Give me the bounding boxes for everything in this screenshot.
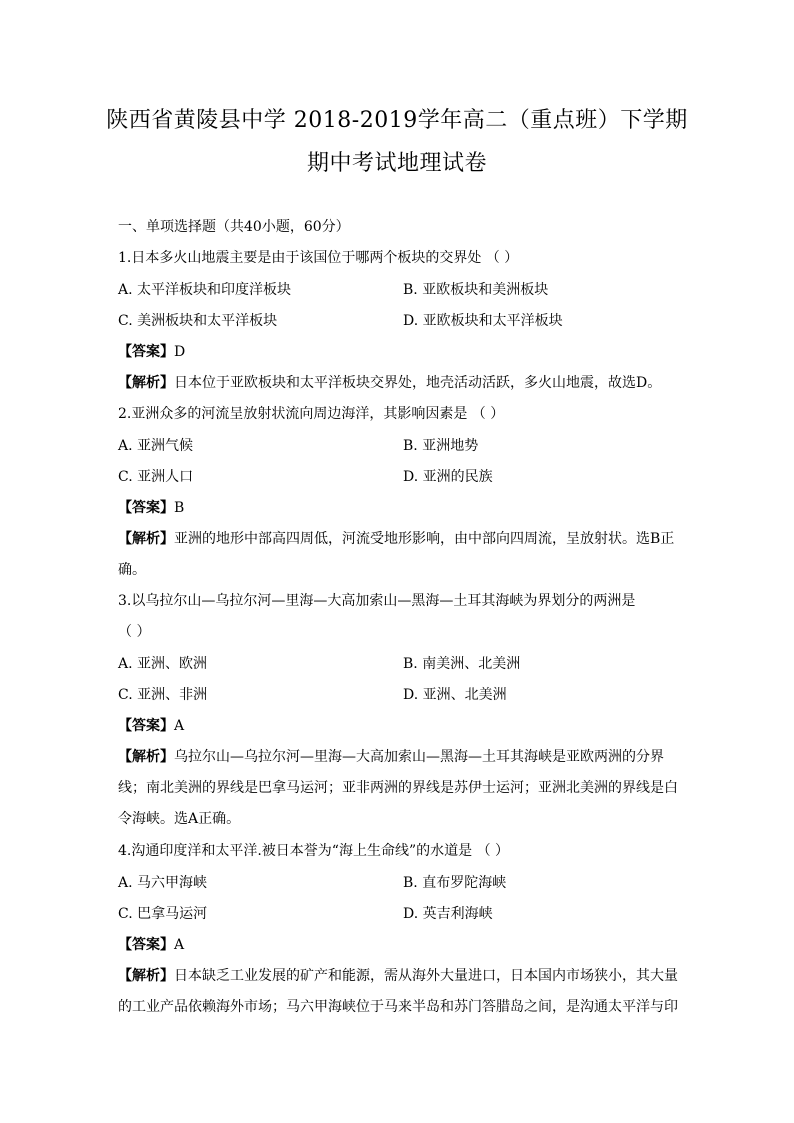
question-2-option-b: B. 亚洲地势 <box>403 438 479 454</box>
question-2-stem: 2.亚洲众多的河流呈放射状流向周边海洋，其影响因素是 （ ） <box>118 406 505 422</box>
question-3-analysis <box>118 748 678 766</box>
question-3-analysis-cont-1: 线；南北美洲的界线是巴拿马运河；亚非两洲的界线是苏伊士运河；亚洲北美洲的界线是白 <box>118 780 678 796</box>
question-3-option-c: C. 亚洲、非洲 <box>118 687 208 703</box>
question-1-option-b: B. 亚欧板块和美洲板块 <box>403 282 549 298</box>
analysis-text: 日本缺乏工业发展的矿产和能源，需从海外大量进口，日本国内市场狭小，其大量 <box>174 968 678 984</box>
question-4-option-c: C. 巴拿马运河 <box>118 906 208 922</box>
question-4-option-d: D. 英吉利海峡 <box>403 906 493 922</box>
analysis-text: 乌拉尔山—乌拉尔河—里海—大高加索山—黑海—土耳其海峡是亚欧两洲的分界 <box>174 749 664 765</box>
question-3-stem: 3.以乌拉尔山—乌拉尔河—里海—大高加索山—黑海—土耳其海峡为界划分的两洲是 <box>118 593 636 609</box>
question-4-stem: 4.沟通印度洋和太平洋.被日本誉为“海上生命线”的水道是 （ ） <box>118 843 510 859</box>
question-2-option-a: A. 亚洲气候 <box>118 438 194 454</box>
answer-value: D <box>174 344 186 360</box>
question-3-option-d: D. 亚洲、北美洲 <box>403 687 507 703</box>
answer-label: 【答案】 <box>118 344 174 360</box>
question-3-analysis-cont-2: 令海峡。选A正确。 <box>118 811 241 827</box>
question-4-analysis-cont: 的工业产品依赖海外市场；马六甲海峡位于马来半岛和苏门答腊岛之间，是沟通太平洋与印 <box>118 999 678 1015</box>
analysis-label: 【解析】 <box>118 375 174 391</box>
answer-label: 【答案】 <box>118 718 174 734</box>
section-heading: 一、单项选择题（共40小题，60分） <box>118 219 350 235</box>
question-1-option-c: C. 美洲板块和太平洋板块 <box>118 313 278 329</box>
question-1-stem: 1.日本多火山地震主要是由于该国位于哪两个板块的交界处 （ ） <box>118 250 519 266</box>
answer-value: A <box>174 937 185 953</box>
analysis-label: 【解析】 <box>118 968 174 984</box>
question-2-option-d: D. 亚洲的民族 <box>403 469 493 485</box>
question-3-answer <box>118 717 678 735</box>
question-2-analysis-cont: 确。 <box>118 562 146 578</box>
question-3-stem-bracket: （ ） <box>118 624 151 640</box>
exam-title-line2: 期中考试地理试卷 <box>306 151 487 176</box>
question-2-analysis <box>118 530 678 548</box>
question-2-option-c: C. 亚洲人口 <box>118 469 194 485</box>
answer-value: A <box>174 718 185 734</box>
analysis-text: 亚洲的地形中部高四周低，河流受地形影响，由中部向四周流，呈放射状。选B正 <box>174 531 675 547</box>
question-1-analysis <box>118 374 678 392</box>
analysis-text: 日本位于亚欧板块和太平洋板块交界处，地壳活动活跃，多火山地震，故选D。 <box>174 375 662 391</box>
exam-title-line1: 陕西省黄陵县中学 2018-2019学年高二（重点班）下学期 <box>106 108 688 133</box>
question-1-answer <box>118 343 678 361</box>
question-4-answer <box>118 936 678 954</box>
answer-label: 【答案】 <box>118 937 174 953</box>
question-1-option-a: A. 太平洋板块和印度洋板块 <box>118 282 292 298</box>
answer-value: B <box>174 500 185 516</box>
question-3-option-b: B. 南美洲、北美洲 <box>403 656 521 672</box>
question-3-option-a: A. 亚洲、欧洲 <box>118 656 208 672</box>
answer-label: 【答案】 <box>118 500 174 516</box>
question-4-analysis <box>118 967 678 985</box>
analysis-label: 【解析】 <box>118 749 174 765</box>
question-2-answer <box>118 499 678 517</box>
question-4-option-a: A. 马六甲海峡 <box>118 875 208 891</box>
question-4-option-b: B. 直布罗陀海峡 <box>403 875 507 891</box>
analysis-label: 【解析】 <box>118 531 174 547</box>
question-1-option-d: D. 亚欧板块和太平洋板块 <box>403 313 563 329</box>
